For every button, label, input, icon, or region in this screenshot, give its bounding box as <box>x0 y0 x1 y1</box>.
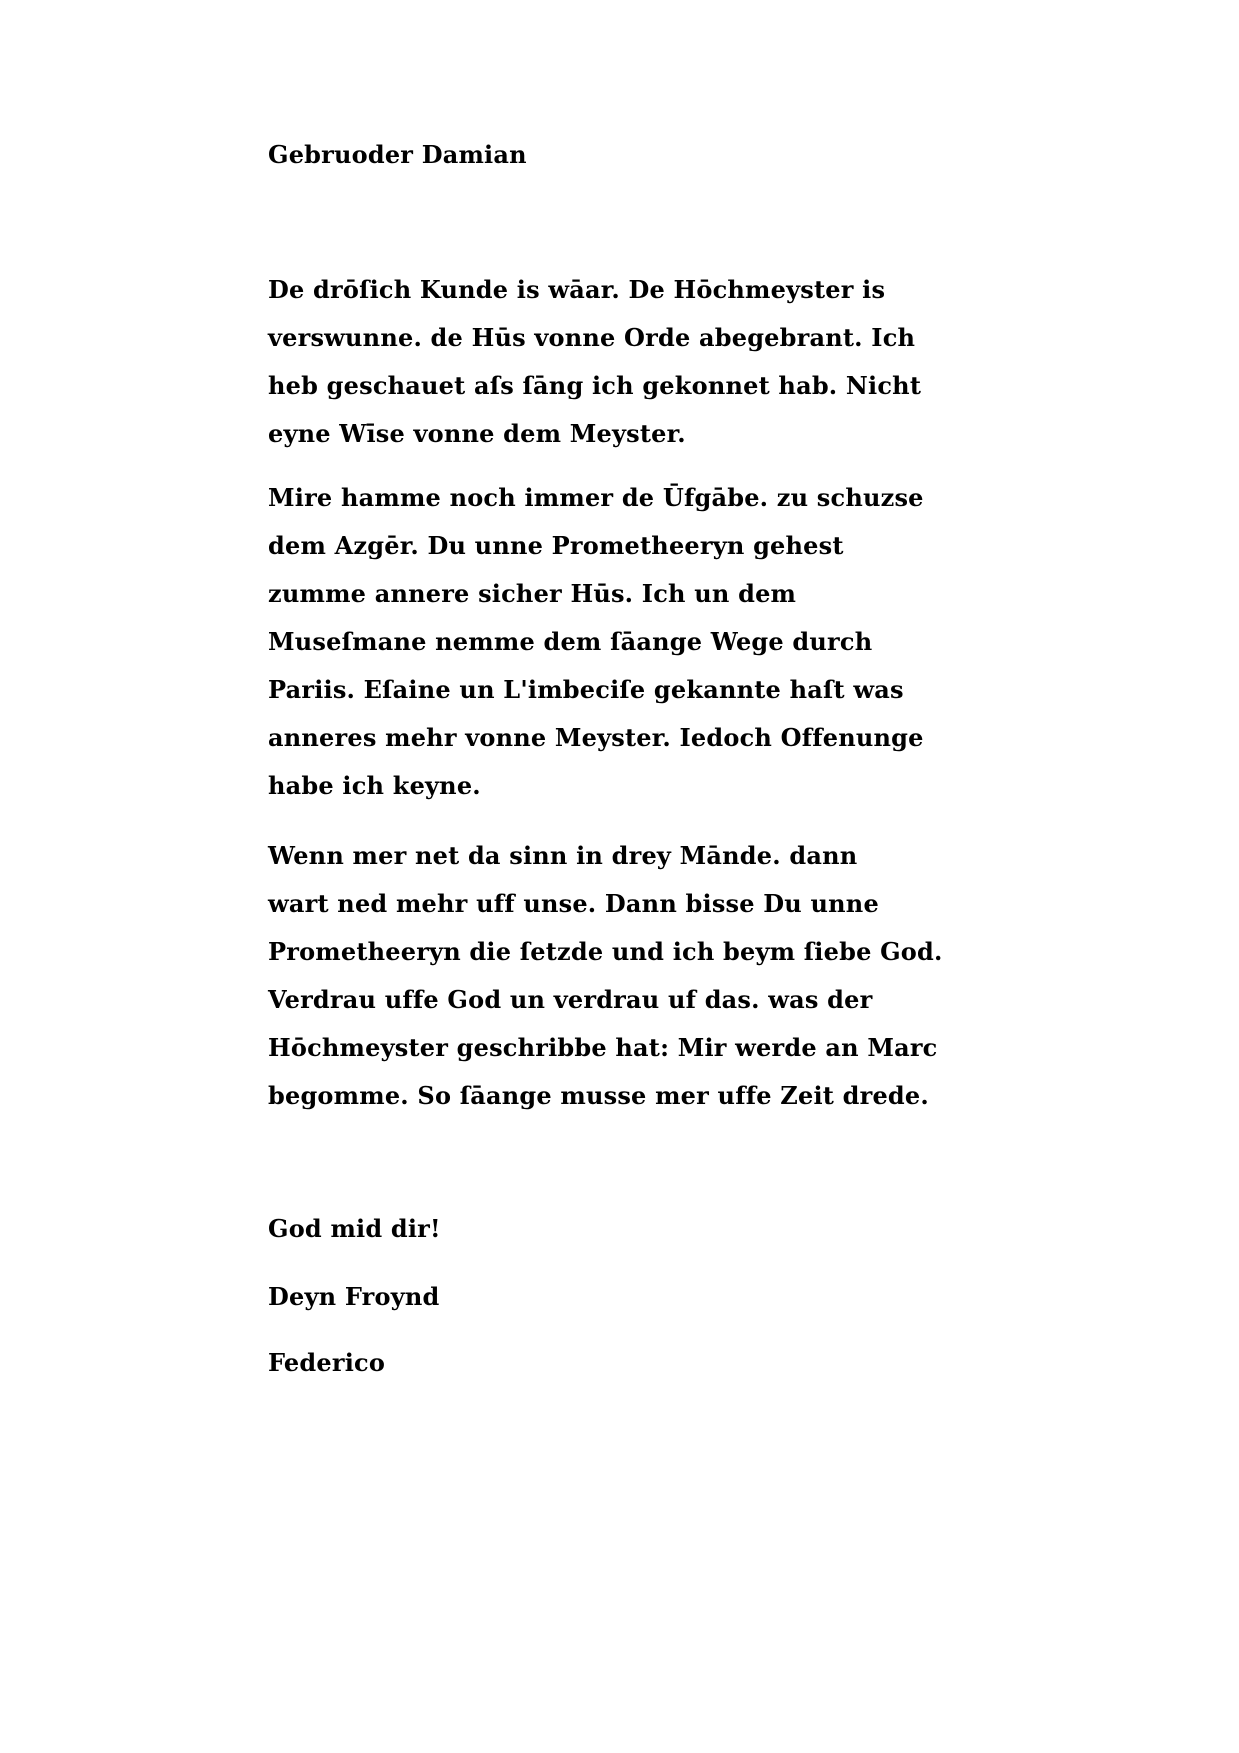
paragraph-2-line-5: Pariis. Eſaine un L'imbeciſe gekannte haſt was <box>268 675 904 704</box>
paragraph-3-line-4: Verdrau uffe God un verdrau uf das. was der <box>268 985 873 1014</box>
paragraph-3-line-2: wart ned mehr uff unse. Dann bisse Du unne <box>268 889 879 918</box>
paragraph-1-line-3: heb geschauet aſs ſāng ich gekonnet hab. Nicht <box>268 371 922 400</box>
paragraph-2-line-6: anneres mehr vonne Meyster. Iedoch Offenunge <box>268 723 924 752</box>
paragraph-1-line-1: De drōſich Kunde is wāar. De Hōchmeyster is <box>268 275 886 304</box>
paragraph-2-line-4: Museſmane nemme dem ſāange Wege durch <box>268 627 873 656</box>
salutation: Gebruoder Damian <box>268 140 527 169</box>
paragraph-1-line-2: verswunne. de Hūs vonne Orde abegebrant. Ich <box>268 323 916 352</box>
signature: Federico <box>268 1348 386 1377</box>
paragraph-3-line-1: Wenn mer net da sinn in drey Mānde. dann <box>268 841 858 870</box>
paragraph-3-line-6: begomme. So ſāange musse mer uffe Zeit drede. <box>268 1081 929 1110</box>
paragraph-3-line-5: Hōchmeyster geschribbe hat: Mir werde an Marc <box>268 1033 938 1062</box>
paragraph-2-line-7: habe ich keyne. <box>268 771 481 800</box>
paragraph-3-line-3: Prometheeryn die ſetzde und ich beym ſiebe God. <box>268 937 943 966</box>
paragraph-1-line-4: eyne Wīse vonne dem Meyster. <box>268 419 686 448</box>
paragraph-2-line-2: dem Azgēr. Du unne Prometheeryn gehest <box>268 531 844 560</box>
paragraph-2-line-1: Mire hamme noch immer de Ūfgābe. zu schuzse <box>268 483 924 512</box>
signoff: Deyn Froynd <box>268 1282 440 1311</box>
closing: God mid dir! <box>268 1214 441 1243</box>
paragraph-2-line-3: zumme annere sicher Hūs. Ich un dem <box>268 579 797 608</box>
